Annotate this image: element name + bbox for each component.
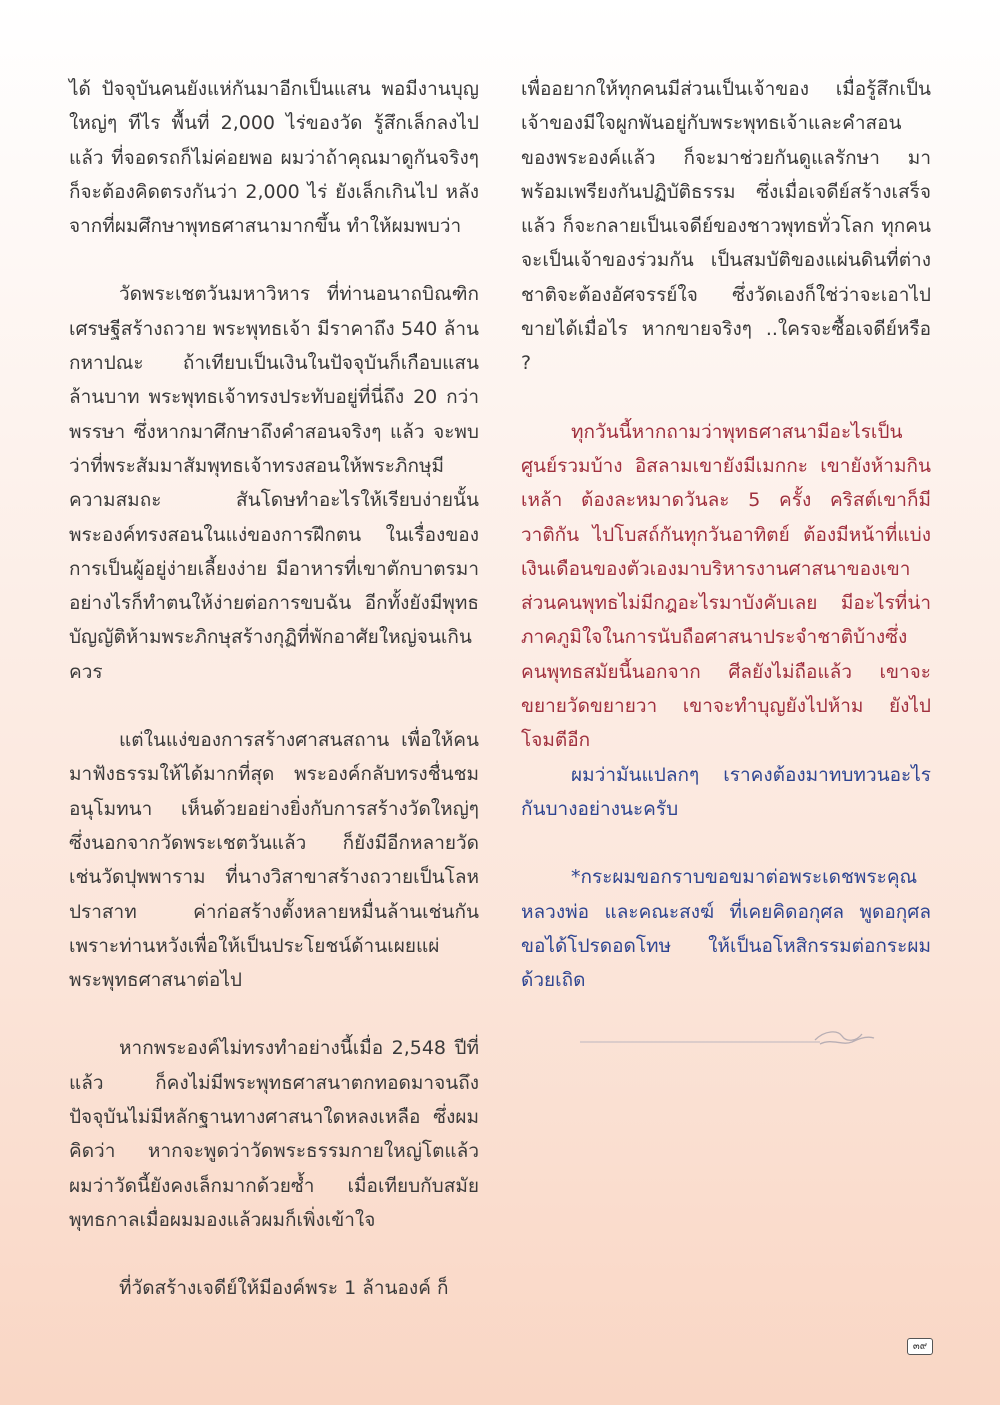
right-paragraph-apology: *กระผมขอกราบขอขมาต่อพระเดชพระคุณหลวงพ่อ และคณะสงฆ์ ที่เคยคิดอกุศล พูดอกุศล ขอได้โปรดอดโทษ ให้เป็นอโหสิกรรมต่อกระผมด้วยเถิด bbox=[521, 866, 931, 992]
left-paragraph-4: หากพระองค์ไม่ทรงทำอย่างนี้เมื่อ 2,548 ปีที่แล้ว ก็คงไม่มีพระพุทธศาสนาตกทอดมาจนถึงปัจจุบันไม่มีหลักฐานทางศาสนาใดหลงเหลือ ซึ่งผมคิดว่า หากจะพูดว่าวัดพระธรรมกายใหญ่โตแล้ว ผมว่าวัดนี้ยังคงเล็กมากด้วยซ้ำ เมื่อเทียบกับสมัยพุทธกาลเมื่อผมมองแล้วผมก็เพิ่งเข้าใจ bbox=[69, 1037, 479, 1231]
left-paragraph-3: แต่ในแง่ของการสร้างศาสนสถาน เพื่อให้คนมาฟังธรรมให้ได้มากที่สุด พระองค์กลับทรงชื่นชมอนุโมทนา เห็นด้วยอย่างยิ่งกับการสร้างวัดใหญ่ๆ ซึ่งนอกจากวัดพระเชตวันแล้ว ก็ยังมีอีกหลายวัด เช่นวัดปุพพาราม ที่นางวิสาขาสร้างถวายเป็นโลหปราสาท ค่าก่อสร้างตั้งหลายหมื่นล้านเช่นกัน เพราะท่านหวังเพื่อให้เป็นประโยชน์ด้านเผยแผ่พระพุทธศาสนาต่อไป bbox=[69, 729, 479, 992]
page-number: ๓๙ bbox=[907, 1338, 933, 1355]
right-paragraph-religion: ทุกวันนี้หากถามว่าพุทธศาสนามีอะไรเป็นศูนย์รวมบ้าง อิสลามเขายังมีเมกกะ เขายังห้ามกินเหล้า ต้องละหมาดวันละ 5 ครั้ง คริสต์เขาก็มีวาติกัน ไปโบสถ์กันทุกวันอาทิตย์ ต้องมีหน้าที่แบ่งเงินเดือนของตัวเองมาบริหารงานศาสนาของเขา ส่วนคนพุทธไม่มีกฎอะไรมาบังคับเลย มีอะไรที่น่าภาคภูมิใจในการนับถือศาสนาประจำชาติบ้างซึ่งคนพุทธสมัยนี้นอกจาก ศีลยังไม่ถือแล้ว เขาจะขยายวัดขยายวา เขาจะทำบุญยังไปห้าม ยังไปโจมตีอีก bbox=[521, 420, 931, 752]
right-paragraph-1: เพื่ออยากให้ทุกคนมีส่วนเป็นเจ้าของ เมื่อรู้สึกเป็นเจ้าของมีใจผูกพันอยู่กับพระพุทธเจ้าและคำสอนของพระองค์แล้ว ก็จะมาช่วยกันดูแลรักษา มาพร้อมเพรียงกันปฏิบัติธรรม ซึ่งเมื่อเจดีย์สร้างเสร็จแล้ว ก็จะกลายเป็นเจดีย์ของชาวพุทธทั่วโลก ทุกคนจะเป็นเจ้าของร่วมกัน เป็นสมบัติของแผ่นดินที่ต่างชาติจะต้องอัศจรรย์ใจ ซึ่งวัดเองก็ใช่ว่าจะเอาไปขายได้เมื่อไร หากขายจริงๆ ..ใครจะซื้อเจดีย์หรือ ? bbox=[521, 78, 931, 375]
decorative-flourish bbox=[580, 1022, 880, 1052]
left-paragraph-2: วัดพระเชตวันมหาวิหาร ที่ท่านอนาถบิณฑิกเศรษฐีสร้างถวาย พระพุทธเจ้า มีราคาถึง 540 ล้านกหาปณะ ถ้าเทียบเป็นเงินในปัจจุบันก็เกือบแสนล้านบาท พระพุทธเจ้าทรงประทับอยู่ที่นี่ถึง 20 กว่าพรรษา ซึ่งหากมาศึกษาถึงคำสอนจริงๆ แล้ว จะพบว่าที่พระสัมมาสัมพุทธเจ้าทรงสอนให้พระภิกษุมีความสมถะ สันโดษทำอะไรให้เรียบง่ายนั้น พระองค์ทรงสอนในแง่ของการฝึกตน ในเรื่องของการเป็นผู้อยู่ง่ายเลี้ยงง่าย มีอาหารที่เขาตักบาตรมาอย่างไรก็ทำตนให้ง่ายต่อการขบฉัน อีกทั้งยังมีพุทธบัญญัติห้ามพระภิกษุสร้างกุฏิที่พักอาศัยใหญ่จนเกินควร bbox=[69, 283, 479, 683]
left-paragraph-5: ที่วัดสร้างเจดีย์ให้มีองค์พระ 1 ล้านองค์ ก็ bbox=[119, 1277, 449, 1300]
right-column bbox=[521, 72, 931, 997]
left-column bbox=[69, 72, 479, 1306]
left-paragraph-1: ได้ ปัจจุบันคนยังแห่กันมาอีกเป็นแสน พอมีงานบุญใหญ่ๆ ทีไร พื้นที่ 2,000 ไร่ของวัด รู้สึกเล็กลงไปแล้ว ที่จอดรถก็ไม่ค่อยพอ ผมว่าถ้าคุณมาดูกันจริงๆ ก็จะต้องคิดตรงกันว่า 2,000 ไร่ ยังเล็กเกินไป หลังจากที่ผมศึกษาพุทธศาสนามากขึ้น ทำให้ผมพบว่า bbox=[69, 78, 479, 238]
right-paragraph-reflection: ผมว่ามันแปลกๆ เราคงต้องมาทบทวนอะไรกันบางอย่างนะครับ bbox=[521, 763, 931, 820]
